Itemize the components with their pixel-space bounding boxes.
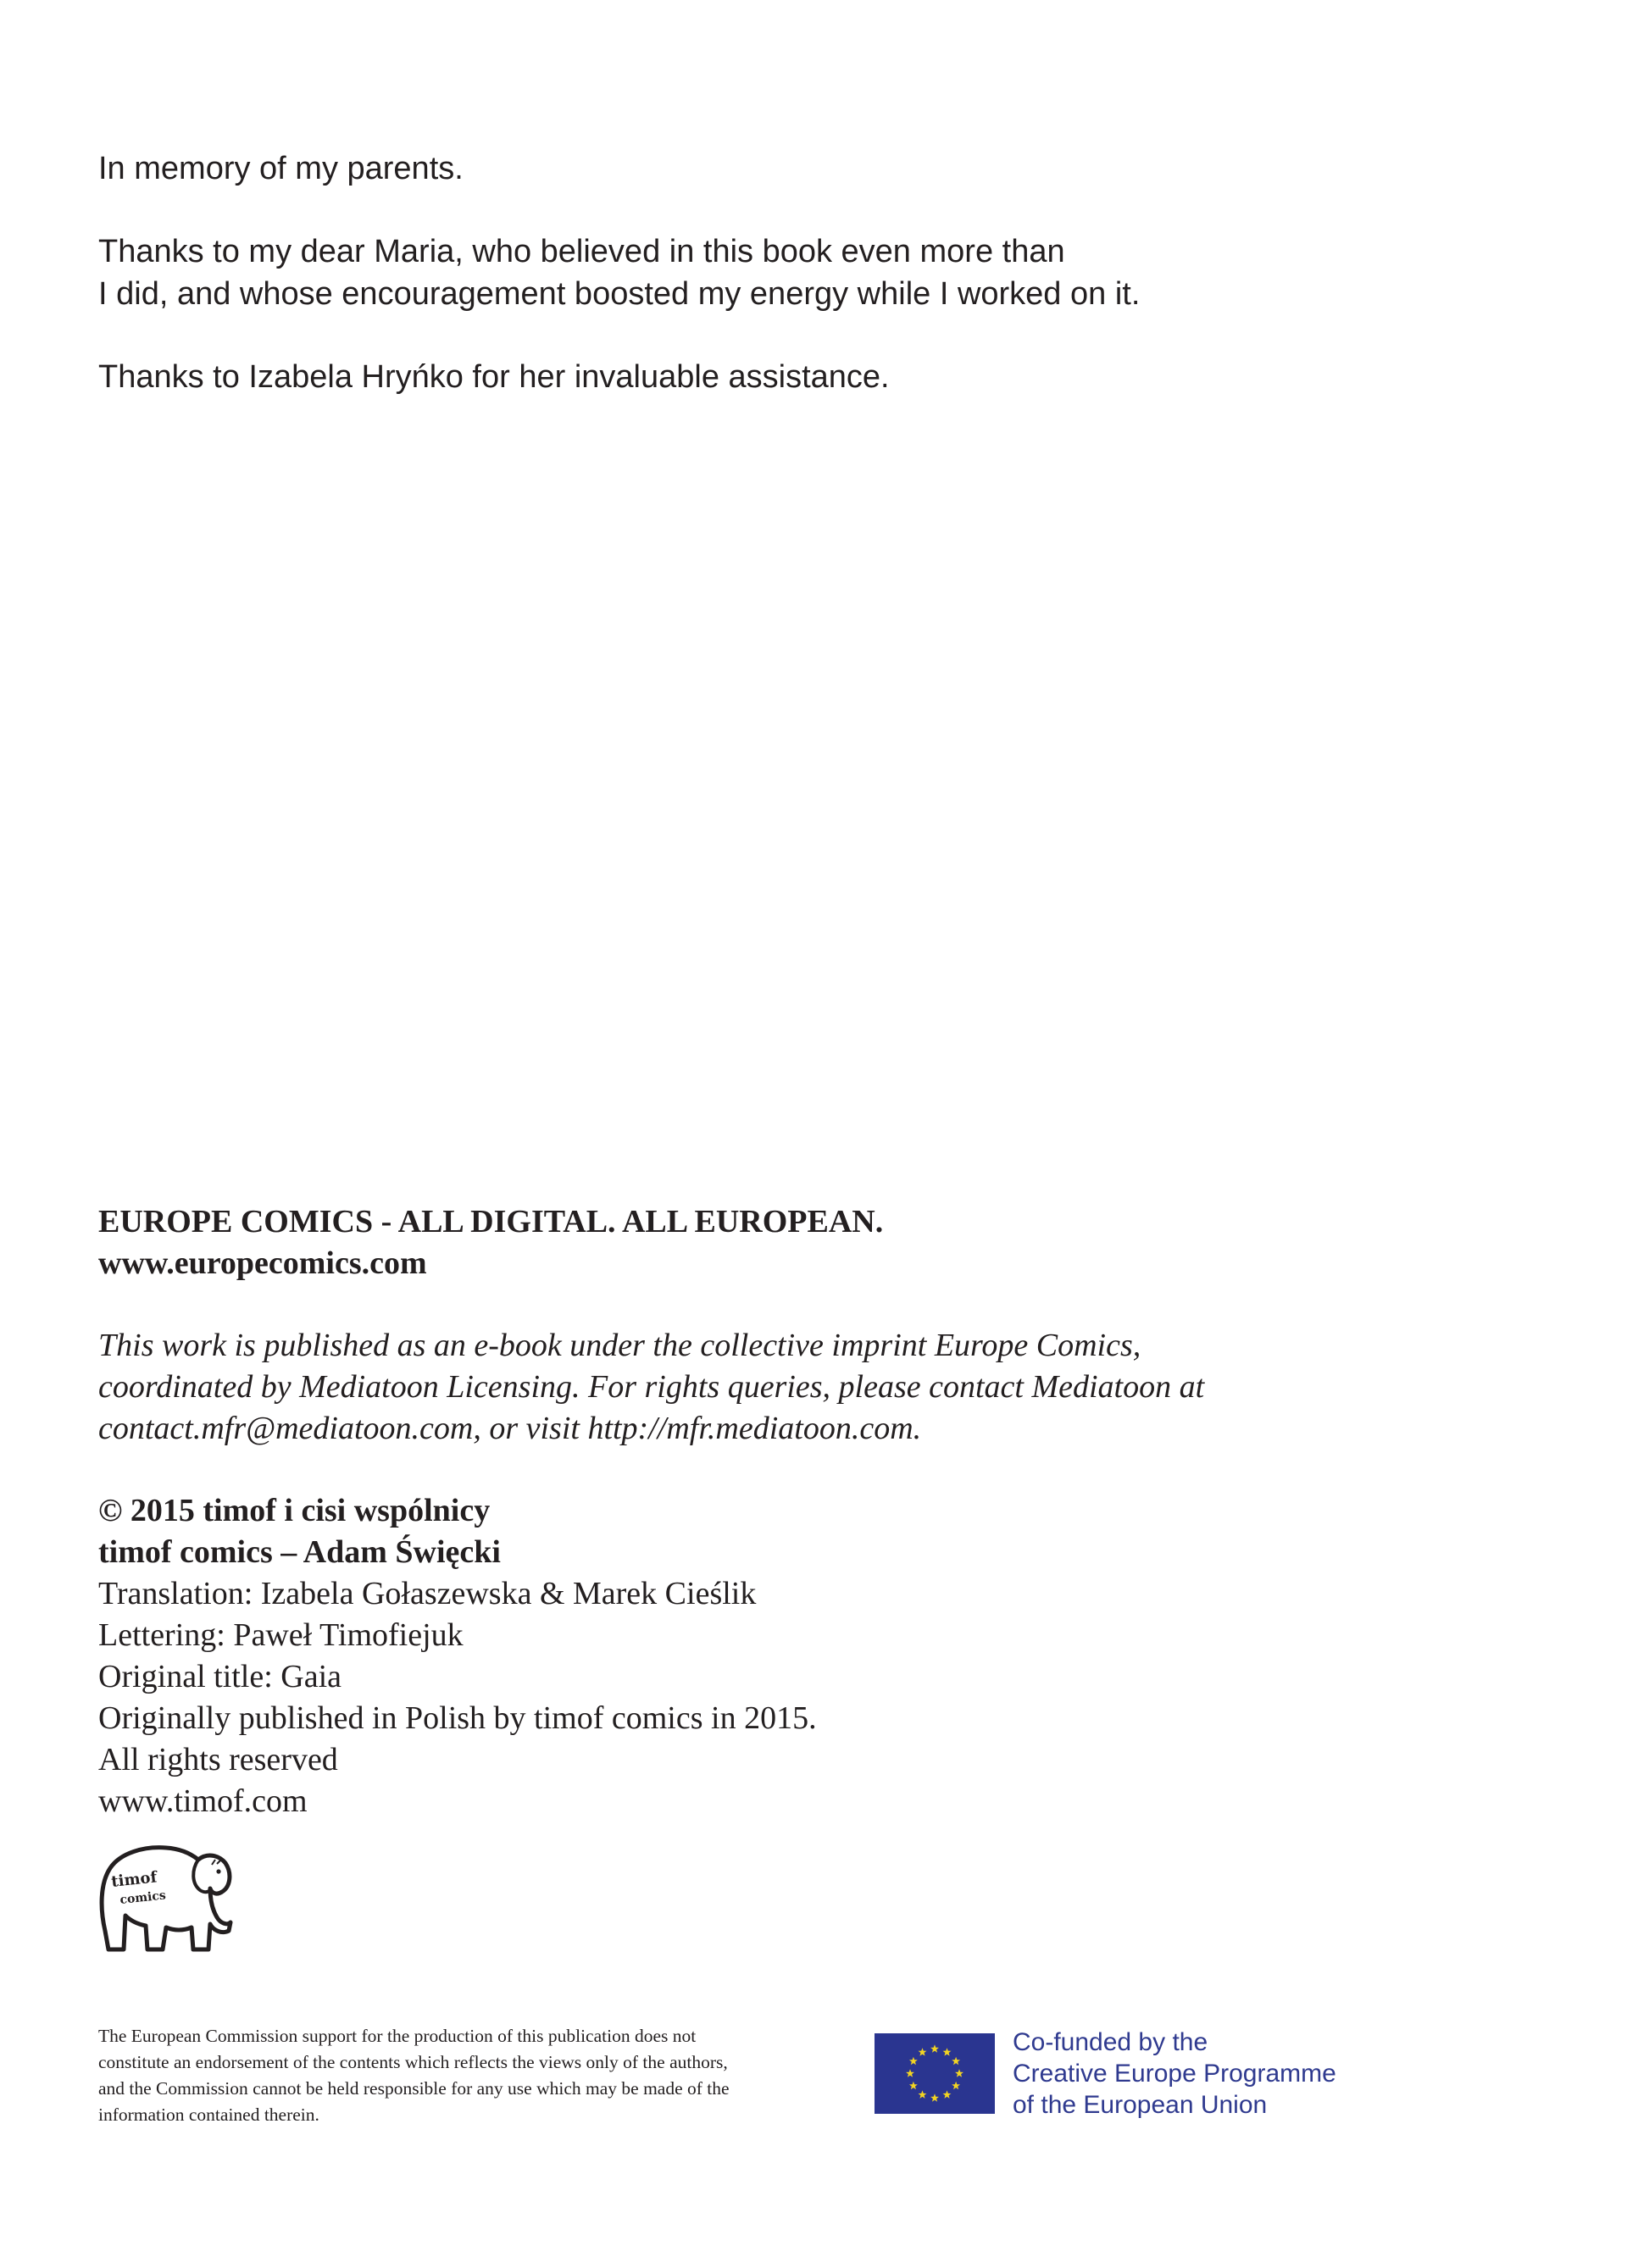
- translation-credit: Translation: Izabela Gołaszewska & Marek Cieślik: [98, 1576, 757, 1611]
- eu-flag-icon: [875, 2033, 995, 2114]
- publication-notice: [98, 1325, 1539, 1450]
- dedication-thanks-maria-line: I did, and whose encouragement boosted my energy while I worked on it.: [98, 276, 1141, 312]
- ec-disclaimer-line: constitute an endorsement of the contents which reflects the views only of the authors,: [98, 2052, 728, 2072]
- eu-caption-line: Creative Europe Programme: [1013, 2060, 1336, 2088]
- publication-notice-line: contact.mfr@mediatoon.com, or visit http://mfr.mediatoon.com.: [98, 1411, 922, 1446]
- dedication-thanks-maria: [98, 230, 1539, 315]
- dedication-thanks-izabela: Thanks to Izabela Hryńko for her invaluable assistance.: [98, 359, 890, 395]
- dedication: [98, 147, 1539, 439]
- publisher-website[interactable]: www.timof.com: [98, 1783, 308, 1819]
- ec-disclaimer-line: and the Commission cannot be held responsible for any use which may be made of the: [98, 2078, 730, 2099]
- logo-text-timof: timof: [110, 1868, 158, 1891]
- publisher: timof comics – Adam Święcki: [98, 1534, 501, 1570]
- europe-comics-block: [98, 1201, 1539, 1284]
- ec-disclaimer-line: The European Commission support for the production of this publication does not: [98, 2026, 697, 2046]
- europe-comics-website[interactable]: www.europecomics.com: [98, 1245, 427, 1281]
- dedication-memory: In memory of my parents.: [98, 151, 464, 186]
- dedication-thanks-maria-line: Thanks to my dear Maria, who believed in this book even more than: [98, 234, 1065, 269]
- publication-notice-line: coordinated by Mediatoon Licensing. For rights queries, please contact Mediatoon at: [98, 1369, 1205, 1405]
- eu-caption-line: of the European Union: [1013, 2091, 1268, 2119]
- elephant-logo-icon: [95, 1843, 234, 1953]
- imprint: [98, 1201, 1539, 1822]
- eu-funding-caption: [1013, 2027, 1336, 2121]
- europe-comics-slogan: EUROPE COMICS - ALL DIGITAL. ALL EUROPEAN.: [98, 1204, 884, 1239]
- ec-disclaimer: [98, 2023, 861, 2128]
- publication-notice-line: This work is published as an e-book under the collective imprint Europe Comics,: [98, 1328, 1141, 1363]
- eu-caption-line: Co-funded by the: [1013, 2028, 1208, 2056]
- lettering-credit: Lettering: Paweł Timofiejuk: [98, 1617, 464, 1653]
- copyright: © 2015 timof i cisi wspólnicy: [98, 1493, 491, 1528]
- original-title: Original title: Gaia: [98, 1659, 342, 1694]
- original-publication: Originally published in Polish by timof comics in 2015.: [98, 1700, 817, 1736]
- credits-block: [98, 1490, 1539, 1822]
- ec-disclaimer-line: information contained therein.: [98, 2104, 319, 2125]
- logo-text-comics: comics: [119, 1888, 167, 1907]
- rights-reserved: All rights reserved: [98, 1742, 338, 1777]
